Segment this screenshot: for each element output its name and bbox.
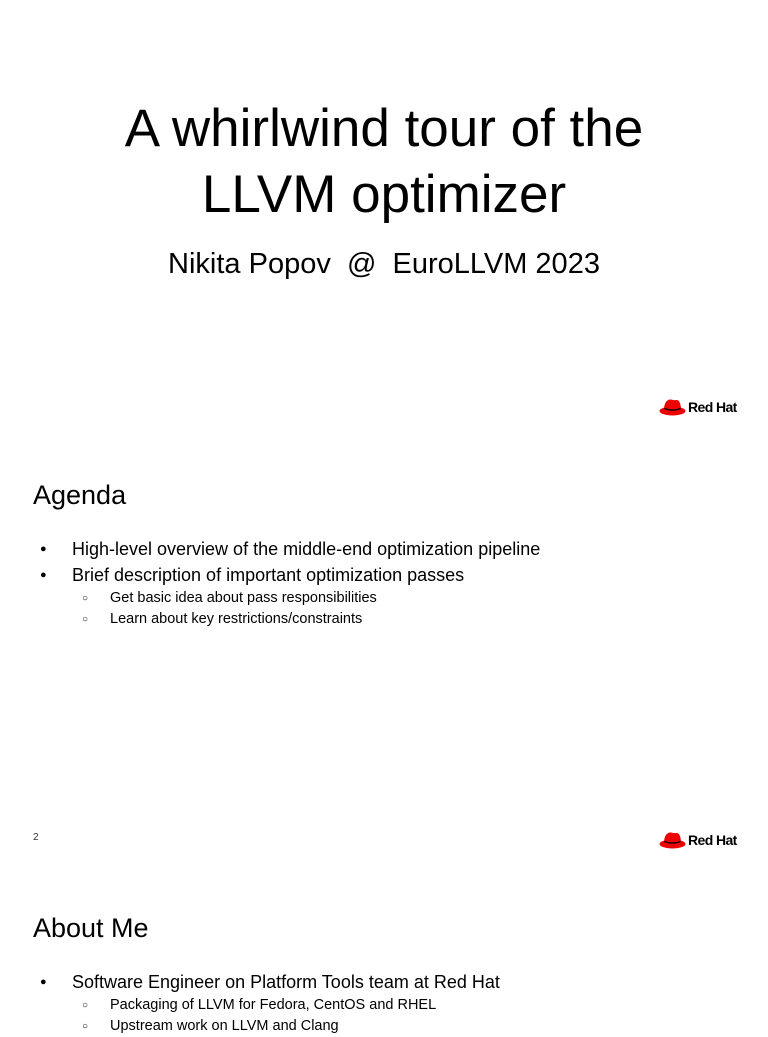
sub-bullet-list xyxy=(72,588,740,630)
bullet-text: High-level overview of the middle-end optimization pipeline xyxy=(72,539,541,559)
bullet-list xyxy=(40,969,740,1037)
title-line-2: LLVM optimizer xyxy=(201,165,567,224)
agenda-slide xyxy=(0,432,768,864)
page-number: 2 xyxy=(33,832,39,843)
red-hat-logo xyxy=(659,396,745,418)
bullet-text: Brief description of important optimization passes xyxy=(72,565,465,585)
slide-heading: About Me xyxy=(33,913,149,943)
bullet-text: Software Engineer on Platform Tools team at Red Hat xyxy=(72,972,500,992)
title-line-1: A whirlwind tour of the xyxy=(124,99,644,158)
red-hat-fedora-logo-icon xyxy=(659,397,686,417)
sub-bullet-item: ○ Get basic idea about pass responsibilities xyxy=(72,588,740,609)
presentation-title xyxy=(0,96,768,228)
sub-bullet-list xyxy=(72,995,740,1037)
sub-bullet-item: ○ Learn about key restrictions/constraints xyxy=(72,609,740,630)
bullet-list xyxy=(40,536,740,630)
red-hat-logo xyxy=(659,829,745,851)
presentation-subtitle: Nikita Popov @ EuroLLVM 2023 xyxy=(168,248,600,280)
red-hat-fedora-logo-icon xyxy=(659,830,686,850)
slide-heading: Agenda xyxy=(33,480,127,510)
title-slide xyxy=(0,0,768,432)
logo-wordmark: Red Hat xyxy=(688,399,737,415)
bullet-item xyxy=(40,562,740,630)
about-me-slide xyxy=(0,864,768,1034)
sub-bullet-item: ○ Packaging of LLVM for Fedora, CentOS and RHEL xyxy=(72,995,740,1016)
bullet-item xyxy=(40,536,740,562)
bullet-item xyxy=(40,969,740,1037)
sub-bullet-item: ○ Upstream work on LLVM and Clang xyxy=(72,1016,740,1037)
logo-wordmark: Red Hat xyxy=(688,832,737,848)
